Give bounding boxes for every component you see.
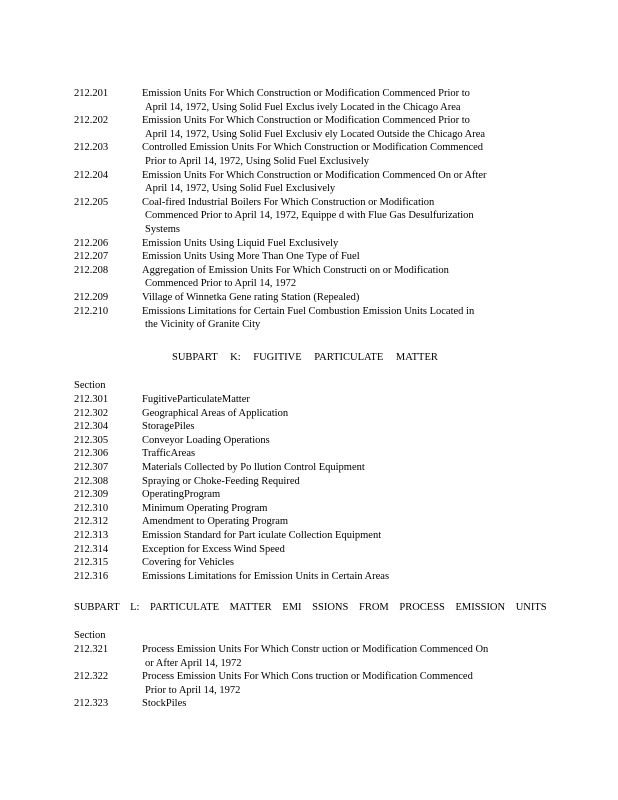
section-title-line: OperatingProgram: [142, 489, 221, 501]
section-title: [142, 488, 542, 502]
section-label: Section: [74, 380, 106, 391]
section-title: [142, 515, 542, 529]
section-title-line: the Vicinity of Granite City: [145, 319, 261, 331]
section-number: 212.207: [74, 251, 109, 263]
section-title-line: Aggregation of Emission Units For Which Constructi on or Modification: [142, 264, 449, 276]
section-title-line: Emission Units For Which Construction or Modification Commenced On or After: [142, 169, 487, 181]
section-title: [142, 461, 542, 475]
section-title: [142, 196, 542, 237]
section-number: 212.203: [74, 142, 109, 154]
section-number: 212.307: [74, 462, 109, 473]
section-number: 212.321: [74, 644, 109, 655]
section-title-line: Village of Winnetka Gene rating Station (Repealed): [142, 292, 360, 303]
section-number: 212.308: [74, 475, 109, 487]
section-title: [142, 434, 542, 448]
section-title: [142, 264, 542, 291]
section-number: 212.316: [74, 570, 109, 582]
section-title-line: Covering for Vehicles: [142, 557, 234, 569]
section-title-line: Systems: [145, 223, 181, 235]
section-title-line: Controlled Emission Units For Which Construction or Modification Commenced: [142, 142, 484, 154]
section-number: 212.310: [74, 502, 109, 514]
section-title: [142, 250, 542, 264]
section-title-line: April 14, 1972, Using Solid Fuel Exclusively: [145, 183, 336, 195]
section-number: 212.202: [74, 115, 109, 127]
section-number: 212.209: [74, 292, 109, 303]
section-number: 212.313: [74, 530, 109, 541]
section-title-line: Amendment to Operating Program: [142, 516, 289, 528]
section-title: [142, 697, 542, 711]
section-title: [142, 529, 542, 543]
section-title-line: Process Emission Units For Which Constr uction or Modification Commenced On: [142, 644, 489, 655]
section-title: [142, 393, 542, 407]
section-title: [142, 670, 542, 697]
section-title-line: Emissions Limitations for Certain Fuel Combustion Emission Units Located in: [142, 305, 475, 317]
section-title-line: Geographical Areas of Application: [142, 407, 289, 419]
section-title-line: StoragePiles: [142, 421, 195, 433]
section-title: [142, 420, 542, 434]
section-title-line: TrafficAreas: [142, 448, 196, 460]
section-title: [142, 543, 542, 557]
section-title: [142, 291, 542, 305]
section-number: 212.210: [74, 305, 109, 317]
section-title-line: Prior to April 14, 1972, Using Solid Fuel Exclusively: [145, 155, 370, 167]
section-number: 212.204: [74, 169, 109, 181]
section-title-line: Exception for Excess Wind Speed: [142, 543, 285, 555]
section-title-line: Commenced Prior to April 14, 1972, Equippe d with Flue Gas Desulfurization: [145, 210, 474, 222]
section-title-line: Spraying or Choke-Feeding Required: [142, 475, 300, 487]
section-number: 212.206: [74, 237, 109, 249]
subpart-k-heading: SUBPART K: FUGITIVE PARTICULATE MATTER: [172, 352, 438, 363]
section-title-line: Emission Units For Which Construction or Modification Commenced Prior to: [142, 88, 470, 99]
section-title: [142, 502, 542, 516]
section-title-line: Materials Collected by Po llution Control Equipment: [142, 462, 365, 473]
section-number: 212.304: [74, 421, 109, 433]
section-title: [142, 305, 542, 332]
section-title-line: Emissions Limitations for Emission Units in Certain Areas: [142, 570, 390, 582]
section-number: 212.201: [74, 88, 109, 99]
section-title-line: Process Emission Units For Which Cons truction or Modification Commenced: [142, 671, 473, 683]
section-title: [142, 570, 542, 584]
section-title: [142, 556, 542, 570]
section-number: 212.306: [74, 448, 109, 460]
section-title-line: Commenced Prior to April 14, 1972: [145, 278, 297, 290]
section-number: 212.309: [74, 489, 109, 501]
section-title: [142, 87, 542, 114]
section-number: 212.312: [74, 516, 109, 528]
section-number: 212.208: [74, 264, 109, 276]
section-number: 212.322: [74, 671, 109, 683]
section-title: [142, 169, 542, 196]
section-title-line: Emission Units For Which Construction or Modification Commenced Prior to: [142, 115, 470, 127]
section-number: 212.302: [74, 407, 109, 419]
section-title: [142, 475, 542, 489]
section-title-line: Emission Units Using Liquid Fuel Exclusively: [142, 237, 339, 249]
section-title: [142, 643, 542, 670]
section-label: Section: [74, 630, 106, 641]
section-number: 212.315: [74, 557, 109, 569]
section-title-line: Prior to April 14, 1972: [145, 684, 241, 696]
section-title-line: Minimum Operating Program: [142, 502, 268, 514]
section-title: [142, 114, 542, 141]
section-title-line: Coal-fired Industrial Boilers For Which Construction or Modification: [142, 196, 435, 208]
section-title-line: Conveyor Loading Operations: [142, 434, 270, 446]
section-title-line: Emission Units Using More Than One Type of Fuel: [142, 251, 360, 263]
section-title-line: StockPiles: [142, 698, 187, 710]
section-title: [142, 407, 542, 421]
section-title-line: April 14, 1972, Using Solid Fuel Exclus ively Located in the Chicago Area: [145, 101, 461, 113]
section-number: 212.305: [74, 434, 109, 446]
section-number: 212.323: [74, 698, 109, 710]
section-number: 212.205: [74, 196, 109, 208]
section-title-line: or After April 14, 1972: [145, 657, 242, 669]
section-title: [142, 237, 542, 251]
subpart-l-heading: SUBPART L: PARTICULATE MATTER EMI SSIONS FROM PROCESS EMISSION UNITS: [74, 602, 547, 613]
section-title-line: FugitiveParticulateMatter: [142, 394, 250, 405]
section-title-line: April 14, 1972, Using Solid Fuel Exclusiv ely Located Outside the Chicago Area: [145, 128, 486, 140]
section-title: [142, 141, 542, 168]
section-title-line: Emission Standard for Part iculate Collection Equipment: [142, 530, 382, 541]
section-number: 212.314: [74, 543, 109, 555]
section-number: 212.301: [74, 394, 109, 405]
section-title: [142, 447, 542, 461]
